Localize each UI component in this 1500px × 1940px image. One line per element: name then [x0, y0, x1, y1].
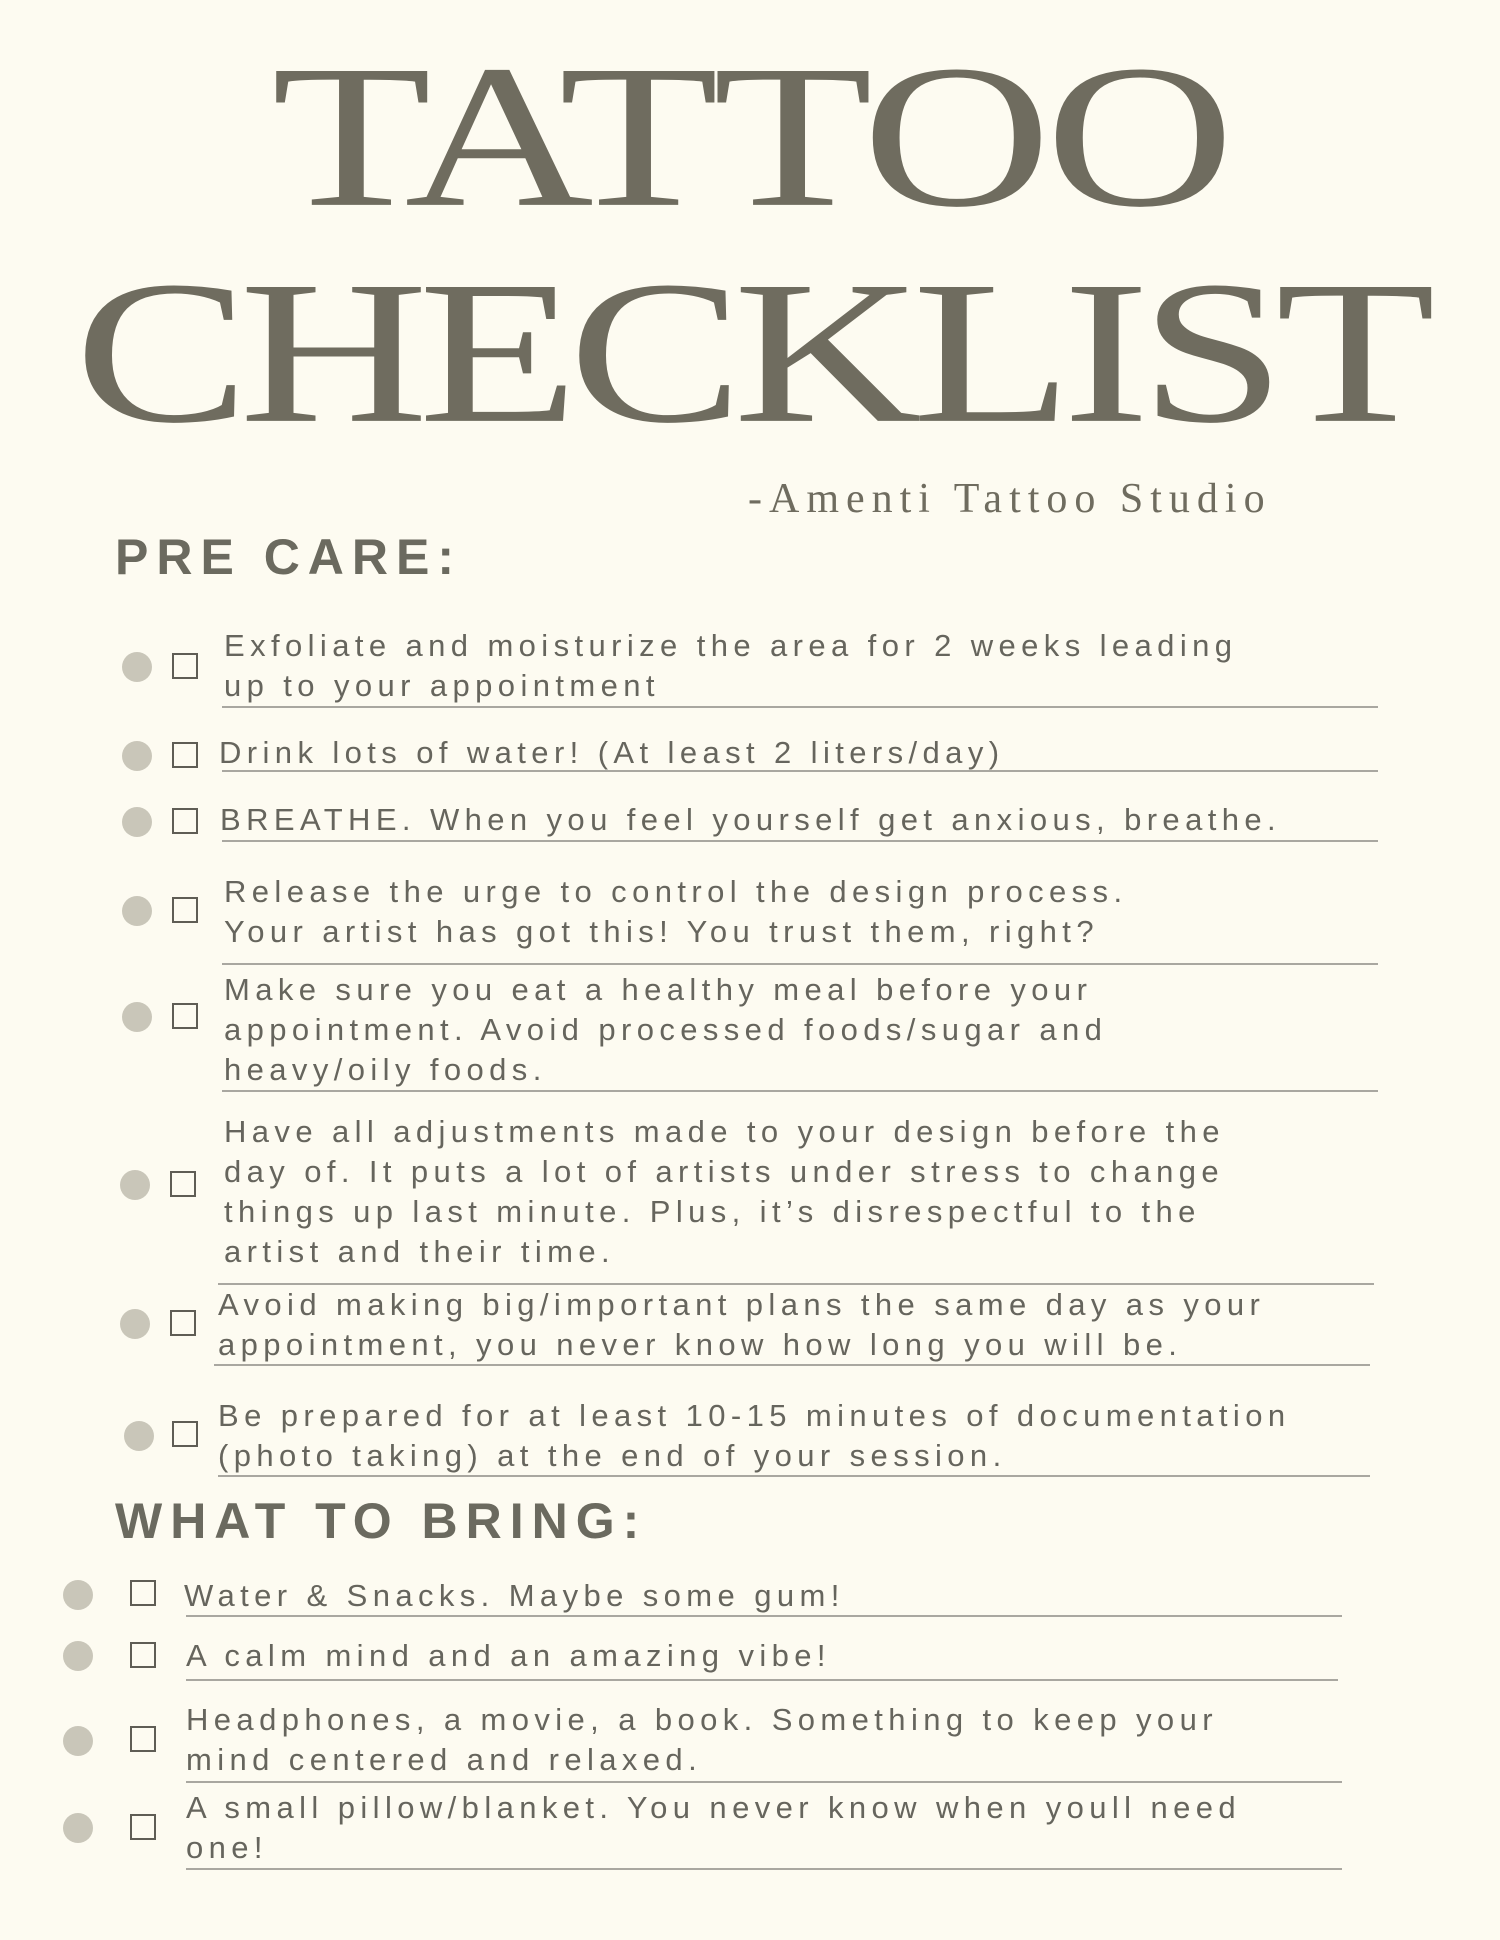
bring-item-text: A small pillow/blanket. You never know when youll need one! — [186, 1790, 1242, 1865]
studio-byline: -Amenti Tattoo Studio — [748, 476, 1272, 522]
bullet-dot-icon — [122, 741, 152, 771]
divider — [222, 963, 1378, 965]
pre-care-item-text: Drink lots of water! (At least 2 liters/day) — [219, 735, 1005, 770]
bullet-dot-icon — [124, 1421, 154, 1451]
bullet-dot-icon — [63, 1641, 93, 1671]
bullet-dot-icon — [122, 1002, 152, 1032]
pre-care-item-text: BREATHE. When you feel yourself get anxious, breathe. — [220, 802, 1282, 837]
checkbox-icon[interactable] — [130, 1814, 156, 1840]
checkbox-icon[interactable] — [172, 897, 198, 923]
what-to-bring-heading: WHAT TO BRING: — [115, 1493, 648, 1549]
bring-item-text: Headphones, a movie, a book. Something to keep your mind centered and relaxed. — [186, 1702, 1218, 1777]
checkbox-icon[interactable] — [172, 808, 198, 834]
page-title-line-2: CHECKLIST — [74, 239, 1426, 466]
bullet-dot-icon — [122, 652, 152, 682]
divider — [222, 1090, 1378, 1092]
checkbox-icon[interactable] — [172, 1003, 198, 1029]
checkbox-icon[interactable] — [172, 742, 198, 768]
bullet-dot-icon — [122, 807, 152, 837]
bullet-dot-icon — [120, 1170, 150, 1200]
pre-care-item-text: Exfoliate and moisturize the area for 2 weeks leading up to your appointment — [224, 628, 1238, 703]
checkbox-icon[interactable] — [172, 653, 198, 679]
checkbox-icon[interactable] — [130, 1642, 156, 1668]
divider — [186, 1679, 1338, 1681]
checkbox-icon[interactable] — [170, 1171, 196, 1197]
page-title-line-1: TATTOO — [271, 23, 1229, 250]
divider — [222, 706, 1378, 708]
bring-item-text: A calm mind and an amazing vibe! — [186, 1638, 831, 1673]
bring-item-text: Water & Snacks. Maybe some gum! — [184, 1578, 845, 1613]
bullet-dot-icon — [63, 1726, 93, 1756]
bullet-dot-icon — [122, 896, 152, 926]
pre-care-item-text: Be prepared for at least 10-15 minutes of documentation (photo taking) at the end of your session. — [218, 1398, 1291, 1473]
divider — [222, 840, 1378, 842]
bullet-dot-icon — [63, 1813, 93, 1843]
checkbox-icon[interactable] — [130, 1580, 156, 1606]
divider — [222, 770, 1378, 772]
divider — [214, 1364, 1370, 1366]
checkbox-icon[interactable] — [170, 1310, 196, 1336]
bullet-dot-icon — [120, 1309, 150, 1339]
pre-care-item-text: Have all adjustments made to your design before the day of. It puts a lot of artists under stress to change things up last minute. Plus, it’s disrespectful to the artist and their time. — [224, 1114, 1225, 1269]
divider — [186, 1868, 1342, 1870]
pre-care-item-text: Avoid making big/important plans the same day as your appointment, you never know how long you will be. — [218, 1287, 1266, 1362]
divider — [186, 1615, 1342, 1617]
pre-care-heading: PRE CARE: — [115, 529, 463, 585]
pre-care-item-text: Make sure you eat a healthy meal before your appointment. Avoid processed foods/sugar and heavy/oily foods. — [224, 972, 1108, 1087]
divider — [186, 1781, 1342, 1783]
bullet-dot-icon — [63, 1580, 93, 1610]
checkbox-icon[interactable] — [130, 1726, 156, 1752]
divider — [218, 1475, 1370, 1477]
checkbox-icon[interactable] — [172, 1421, 198, 1447]
pre-care-item-text: Release the urge to control the design process. Your artist has got this! You trust them, right? — [224, 874, 1128, 949]
